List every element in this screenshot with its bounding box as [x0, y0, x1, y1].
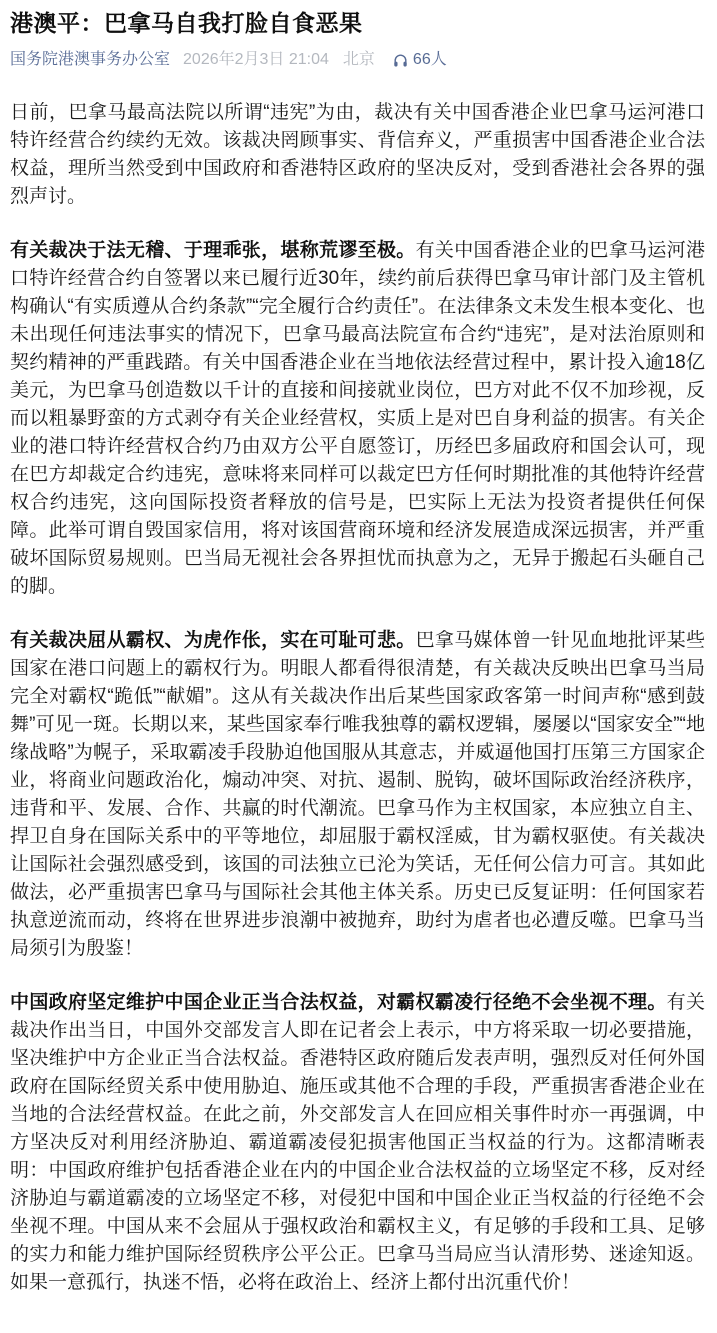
paragraph-2: [10, 237, 705, 601]
article-body: [10, 99, 705, 1297]
paragraph-4-text: 有关裁决作出当日，中国外交部发言人即在记者会上表示，中方将采取一切必要措施，坚决维护中方企业正当合法权益。香港特区政府随后发表声明，强烈反对任何外国政府在国际经贸关系中使用胁迫、施压或其他不合理的手段，严重损害香港企业在当地的合法经营权益。在此之前，外交部发言人在回应相关事件时亦一再强调，中方坚决反对利用经济胁迫、霸道霸凌侵犯损害他国正当权益的行为。这都清晰表明：中国政府维护包括香港企业在内的中国企业合法权益的立场坚定不移，反对经济胁迫与霸道霸凌的立场坚定不移，对侵犯中国和中国企业正当权益的行径绝不会坐视不理。中国从来不会屈从于强权政治和霸权主义，有足够的手段和工具、足够的实力和能力维护国际经贸秩序公平公正。巴拿马当局应当认清形势、迷途知返。如果一意孤行，执迷不悟，必将在政治上、经济上都付出沉重代价！: [10, 992, 705, 1293]
paragraph-3: [10, 627, 705, 963]
publish-date: 2026年2月3日 21:04: [183, 51, 329, 68]
paragraph-4-lead: 中国政府坚定维护中国企业正当合法权益，对霸权霸凌行径绝不会坐视不理。: [10, 992, 667, 1013]
paragraph-1-text: 日前，巴拿马最高法院以所谓“违宪”为由，裁决有关中国香港企业巴拿马运河港口特许经营合约续约无效。该裁决罔顾事实、背信弃义，严重损害中国香港企业合法权益，理所当然受到中国政府和香港特区政府的坚决反对，受到香港社会各界的强烈声讨。: [10, 102, 705, 207]
paragraph-1: [10, 99, 705, 211]
listen-count: 66人: [412, 51, 447, 68]
paragraph-3-text: 巴拿马媒体曾一针见血地批评某些国家在港口问题上的霸权行为。明眼人都看得很清楚，有关裁决反映出巴拿马当局完全对霸权“跪低”“献媚”。这从有关裁决作出后某些国家政客第一时间声称“感到鼓舞”可见一斑。长期以来，某些国家奉行唯我独尊的霸权逻辑，屡屡以“国家安全”“地缘战略”为幌子，采取霸凌手段胁迫他国服从其意志，并威逼他国打压第三方国家企业，将商业问题政治化，煽动冲突、对抗、遏制、脱钩，破坏国际政治经济秩序，违背和平、发展、合作、共赢的时代潮流。巴拿马作为主权国家，本应独立自主、捍卫自身在国际关系中的平等地位，却屈服于霸权淫威，甘为霸权驱使。有关裁决让国际社会强烈感受到，该国的司法独立已沦为笑话，无任何公信力可言。其如此做法，必严重损害巴拿马与国际社会其他主体关系。历史已反复证明：任何国家若执意逆流而动，终将在世界进步浪潮中被抛弃，助纣为虐者也必遭反噬。巴拿马当局须引为殷鉴！: [10, 630, 705, 959]
paragraph-2-text: 有关中国香港企业的巴拿马运河港口特许经营合约自签署以来已履行近30年，续约前后获得巴拿马审计部门及主管机构确认“有实质遵从合约条款”“完全履行合约责任”。在法律条文未发生根本变化、也未出现任何违法事实的情况下，巴拿马最高法院宣布合约“违宪”，是对法治原则和契约精神的严重践踏。有关中国香港企业在当地依法经营过程中，累计投入逾18亿美元，为巴拿马创造数以千计的直接和间接就业岗位，巴方对此不仅不加珍视，反而以粗暴野蛮的方式剥夺有关企业经营权，实质上是对巴自身利益的损害。有关企业的港口特许经营权合约乃由双方公平自愿签订，历经巴多届政府和国会认可，现在巴方却裁定合约违宪，意味将来同样可以裁定巴方任何时期批准的其他特许经营权合约违宪，这向国际投资者释放的信号是，巴实际上无法为投资者提供任何保障。此举可谓自毁国家信用，将对该国营商环境和经济发展造成深远损害，并严重破坏国际贸易规则。巴当局无视社会各界担忧而执意为之，无异于搬起石头砸自己的脚。: [10, 240, 705, 597]
listen-audio-button[interactable]: [392, 49, 447, 71]
paragraph-4: [10, 989, 705, 1297]
publish-location: 北京: [342, 51, 375, 68]
byline: [10, 49, 705, 71]
headphone-icon: [392, 52, 413, 69]
paragraph-3-lead: 有关裁决屈从霸权、为虎作伥，实在可耻可悲。: [10, 630, 416, 651]
article-title: 港澳平：巴拿马自我打脸自食恶果: [10, 10, 363, 36]
account-name-link[interactable]: 国务院港澳事务办公室: [10, 51, 171, 68]
paragraph-2-lead: 有关裁决于法无稽、于理乖张，堪称荒谬至极。: [10, 240, 416, 261]
